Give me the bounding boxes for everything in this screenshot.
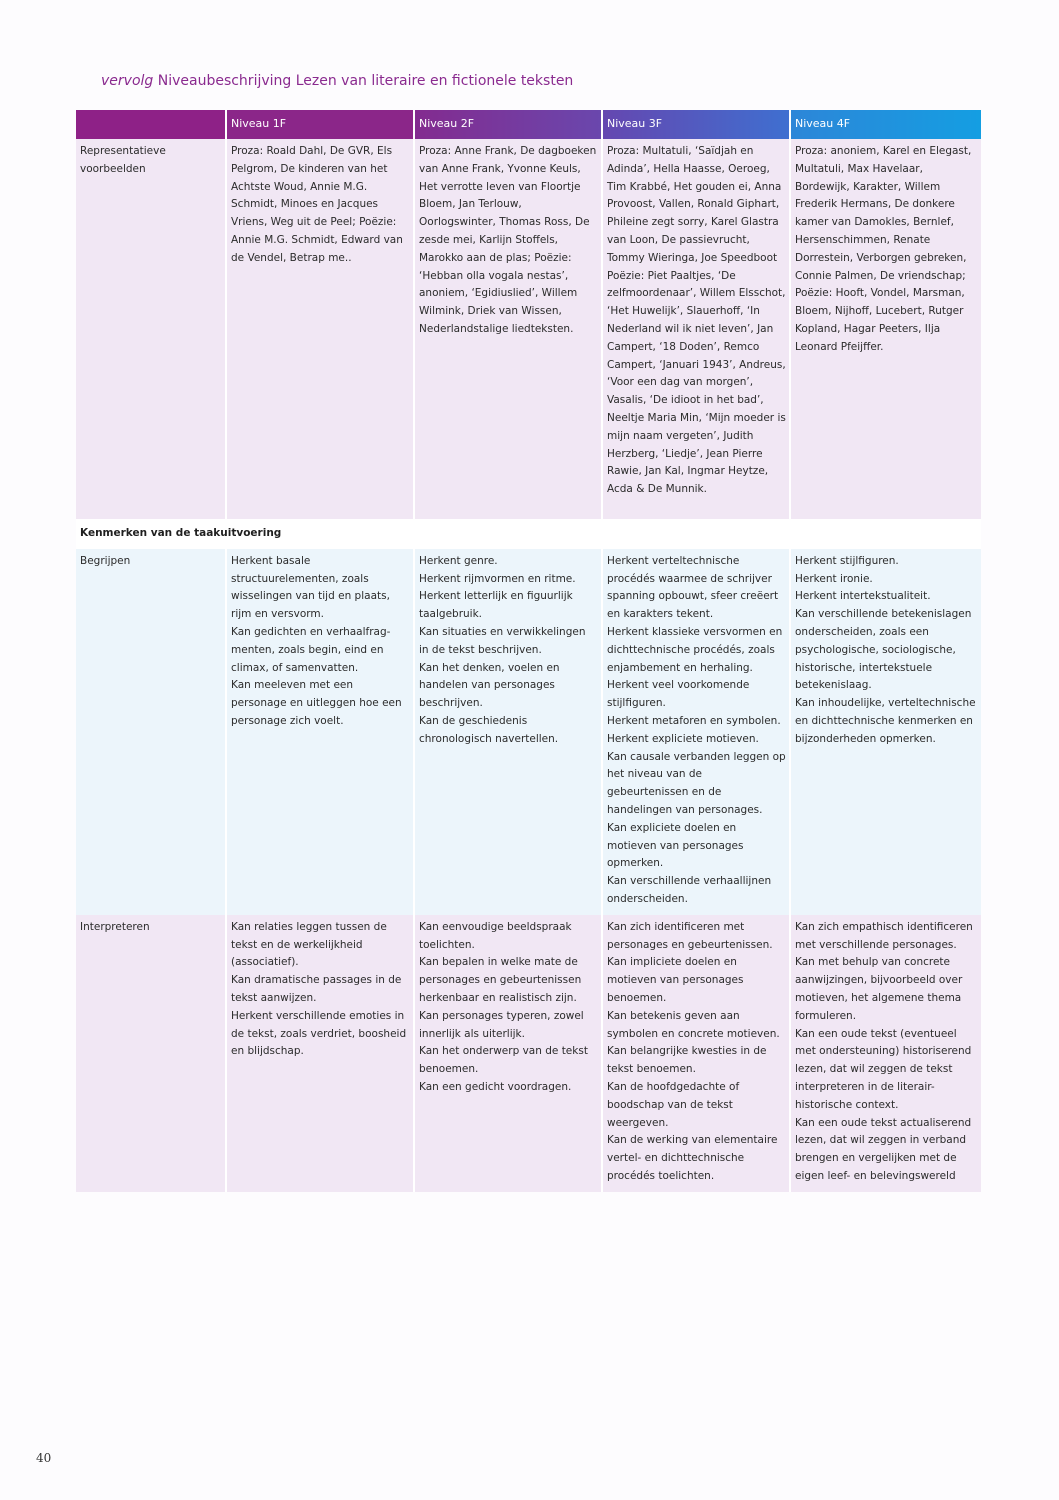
- row-representatieve-voorbeelden: [76, 139, 981, 519]
- cell-line: Herkent intertekstualiteit.: [795, 590, 931, 603]
- cell-line: Kan de geschiedenis chronologisch navertellen.: [419, 714, 559, 745]
- cell-line: Herkent genre.: [419, 554, 498, 567]
- table-cell: [414, 549, 602, 915]
- row-label: [76, 139, 226, 519]
- table-cell: Proza: Anne Frank, De dagboeken van Anne Frank, Yvonne Keuls, Het verrotte leven van Floortje Bloem, Jan Terlouw, Oorlogswinter, Thomas Ross, De zesde mei, Karlijn Stoffels, Marokko aan de plas; Poëzie: ‘Hebban olla vogala nestas’, anoniem, ‘Egidiuslied’, Willem Wilmink, Driek van Wissen, Nederlandstalige liedteksten.: [414, 139, 602, 519]
- cell-line: Kan eenvoudige beeldspraak toelichten.: [419, 920, 572, 951]
- cell-line: Herkent expliciete motieven.: [607, 732, 759, 745]
- cell-line: Herkent verschillende emoties in de tekst, zoals verdriet, boosheid en blijdschap.: [231, 1009, 407, 1058]
- cell-line: Herkent verteltechnische procédés waarmee de schrijver spanning opbouwt, sfeer creëert en karakters tekent.: [607, 554, 779, 621]
- table-header-row: [76, 110, 981, 139]
- row-label-text: Representatieve voorbeelden: [80, 145, 166, 175]
- cell-line: Kan een oude tekst (eventueel met ondersteuning) historiserend lezen, dat wil zeggen de tekst interpreteren in de literair-historische context.: [795, 1027, 972, 1111]
- cell-line: Kan belangrijke kwesties in de tekst benoemen.: [607, 1045, 767, 1076]
- cell-line: Kan dramatische passages in de tekst aanwijzen.: [231, 974, 402, 1004]
- heading-title: Niveaubeschrijving Lezen van literaire en fictionele teksten: [153, 73, 574, 89]
- cell-line: Kan een oude tekst actualiserend lezen, dat wil zeggen in verband brengen en vergelijken met de eigen leef- en belevingswereld: [795, 1116, 972, 1182]
- cell-line: Kan een gedicht voordragen.: [419, 1080, 572, 1093]
- row-label: Interpreteren: [76, 915, 226, 1192]
- cell-line: Kan situaties en verwikkelingen in de tekst beschrijven.: [419, 625, 586, 656]
- header-niveau-2f: Niveau 2F: [414, 110, 602, 139]
- cell-line: Kan zich empathisch identificeren met verschillende personages.: [795, 920, 973, 951]
- cell-line: Kan zich identificeren met personages en gebeurtenissen.: [607, 920, 773, 951]
- cell-line: Kan meeleven met een personage en uitleggen hoe een personage zich voelt.: [231, 679, 402, 727]
- cell-line: Kan bepalen in welke mate de personages en gebeurtenissen herkenbaar en realistisch zijn.: [419, 956, 582, 1004]
- cell-line: Kan de hoofdgedachte of boodschap van de tekst weergeven.: [607, 1080, 740, 1129]
- cell-line: Kan expliciete doelen en motieven van personages opmerken.: [607, 821, 744, 870]
- table-cell: Proza: Multatuli, ‘Saïdjah en Adinda’, Hella Haasse, Oeroeg, Tim Krabbé, Het gouden ei, Anna Provoost, Vallen, Ronald Giphart, Phileine zegt sorry, Karel Glastra van Loon, De passievrucht, Tommy Wieringa, Joe Speedboot Poëzie: Piet Paaltjes, ‘De zelfmoordenaar’, Willem Elsschot, ‘Het Huwelijk’, Slauerhoff, ‘In Nederland wil ik niet leven’, Jan Campert, ‘18 Doden’, Remco Campert, ‘Januari 1943’, Andreus, ‘Voor een dag van morgen’, Vasalis, ‘De idioot in het bad’, Neeltje Maria Min, ‘Mijn moeder is mijn naam vergeten’, Judith Herzberg, ‘Liedje’, Jean Pierre Rawie, Jan Kal, Ingmar Heytze, Acda & De Munnik.: [602, 139, 790, 519]
- table-cell: [790, 915, 981, 1192]
- section-label: Kenmerken van de taakuitvoering: [76, 519, 981, 549]
- cell-line: Herkent ironie.: [795, 572, 873, 585]
- cell-line: Herkent letterlijk en figuurlijk taalgebruik.: [419, 590, 573, 621]
- table-cell: Proza: anoniem, Karel en Elegast, Multatuli, Max Havelaar, Bordewijk, Karakter, Willem Frederik Hermans, De donkere kamer van Damokles, Bernlef, Hersenschimmen, Renate Dorrestein, Verborgen gebreken, Connie Palmen, De vriendschap; Poëzie: Hooft, Vondel, Marsman, Bloem, Nijhoff, Lucebert, Rutger Kopland, Hagar Peeters, Ilja Leonard Pfeijffer.: [790, 139, 981, 519]
- row-label: Begrijpen: [76, 549, 226, 915]
- row-interpreteren: [76, 915, 981, 1192]
- cell-line: Kan met behulp van concrete aanwijzingen, bijvoorbeeld over motieven, het algemene thema formuleren.: [795, 956, 963, 1022]
- cell-line: Kan het onderwerp van de tekst benoemen.: [419, 1045, 588, 1076]
- cell-line: Kan de werking van elementaire vertel- en dichttechnische procédés toelichten.: [607, 1134, 778, 1182]
- cell-line: Kan verschillende verhaallijnen onderscheiden.: [607, 875, 772, 905]
- header-niveau-4f: Niveau 4F: [790, 110, 981, 139]
- cell-line: Herkent rijmvormen en ritme.: [419, 572, 576, 585]
- row-begrijpen: [76, 549, 981, 915]
- table-cell: [790, 549, 981, 915]
- cell-line: Kan betekenis geven aan symbolen en concrete motieven.: [607, 1009, 780, 1040]
- cell-line: Kan relaties leggen tussen de tekst en de werkelijkheid (associatief).: [231, 920, 387, 969]
- cell-line: Kan verschillende betekenislagen onderscheiden, zoals een psychologische, sociologische, historische, intertekstuele betekenislaag.: [795, 608, 972, 692]
- table-cell: [602, 915, 790, 1192]
- niveau-table: [76, 110, 981, 1192]
- table-cell: [226, 549, 414, 915]
- header-niveau-1f: Niveau 1F: [226, 110, 414, 139]
- cell-line: Herkent klassieke versvormen en dichttechnische procédés, zoals enjambement en herhaling.: [607, 625, 783, 674]
- table-cell: [414, 915, 602, 1192]
- table-cell: Proza: Roald Dahl, De GVR, Els Pelgrom, De kinderen van het Achtste Woud, Annie M.G. Schmidt, Minoes en Jacques Vriens, Weg uit de Peel; Poëzie: Annie M.G. Schmidt, Edward van de Vendel, Betrap me..: [226, 139, 414, 519]
- cell-line: Kan het denken, voelen en handelen van personages beschrijven.: [419, 661, 560, 710]
- heading-lead: vervolg: [101, 73, 154, 89]
- section-row: [76, 519, 981, 549]
- page-number: 40: [36, 1451, 52, 1465]
- table-cell: [602, 549, 790, 915]
- cell-line: Kan causale verbanden leggen op het niveau van de gebeurtenissen en de handelingen van personages.: [607, 750, 786, 816]
- cell-line: Kan impliciete doelen en motieven van personages benoemen.: [607, 956, 744, 1004]
- cell-line: Kan personages typeren, zowel innerlijk als uiterlijk.: [419, 1009, 584, 1040]
- table-cell: [226, 915, 414, 1192]
- header-empty: [76, 110, 226, 139]
- header-niveau-3f: Niveau 3F: [602, 110, 790, 139]
- cell-line: Herkent metaforen en symbolen.: [607, 714, 781, 727]
- cell-line: Herkent basale structuurelementen, zoals wisselingen van tijd en plaats, rijm en versvorm.: [231, 554, 390, 621]
- page-heading: [101, 73, 573, 89]
- cell-line: Kan gedichten en verhaalfrag-menten, zoals begin, eind en climax, of samenvatten.: [231, 625, 391, 674]
- cell-line: Herkent veel voorkomende stijlfiguren.: [607, 679, 750, 710]
- cell-line: Kan inhoudelijke, verteltechnische en dichttechnische kenmerken en bijzonderheden opmerken.: [795, 697, 976, 745]
- cell-line: Herkent stijlfiguren.: [795, 554, 899, 567]
